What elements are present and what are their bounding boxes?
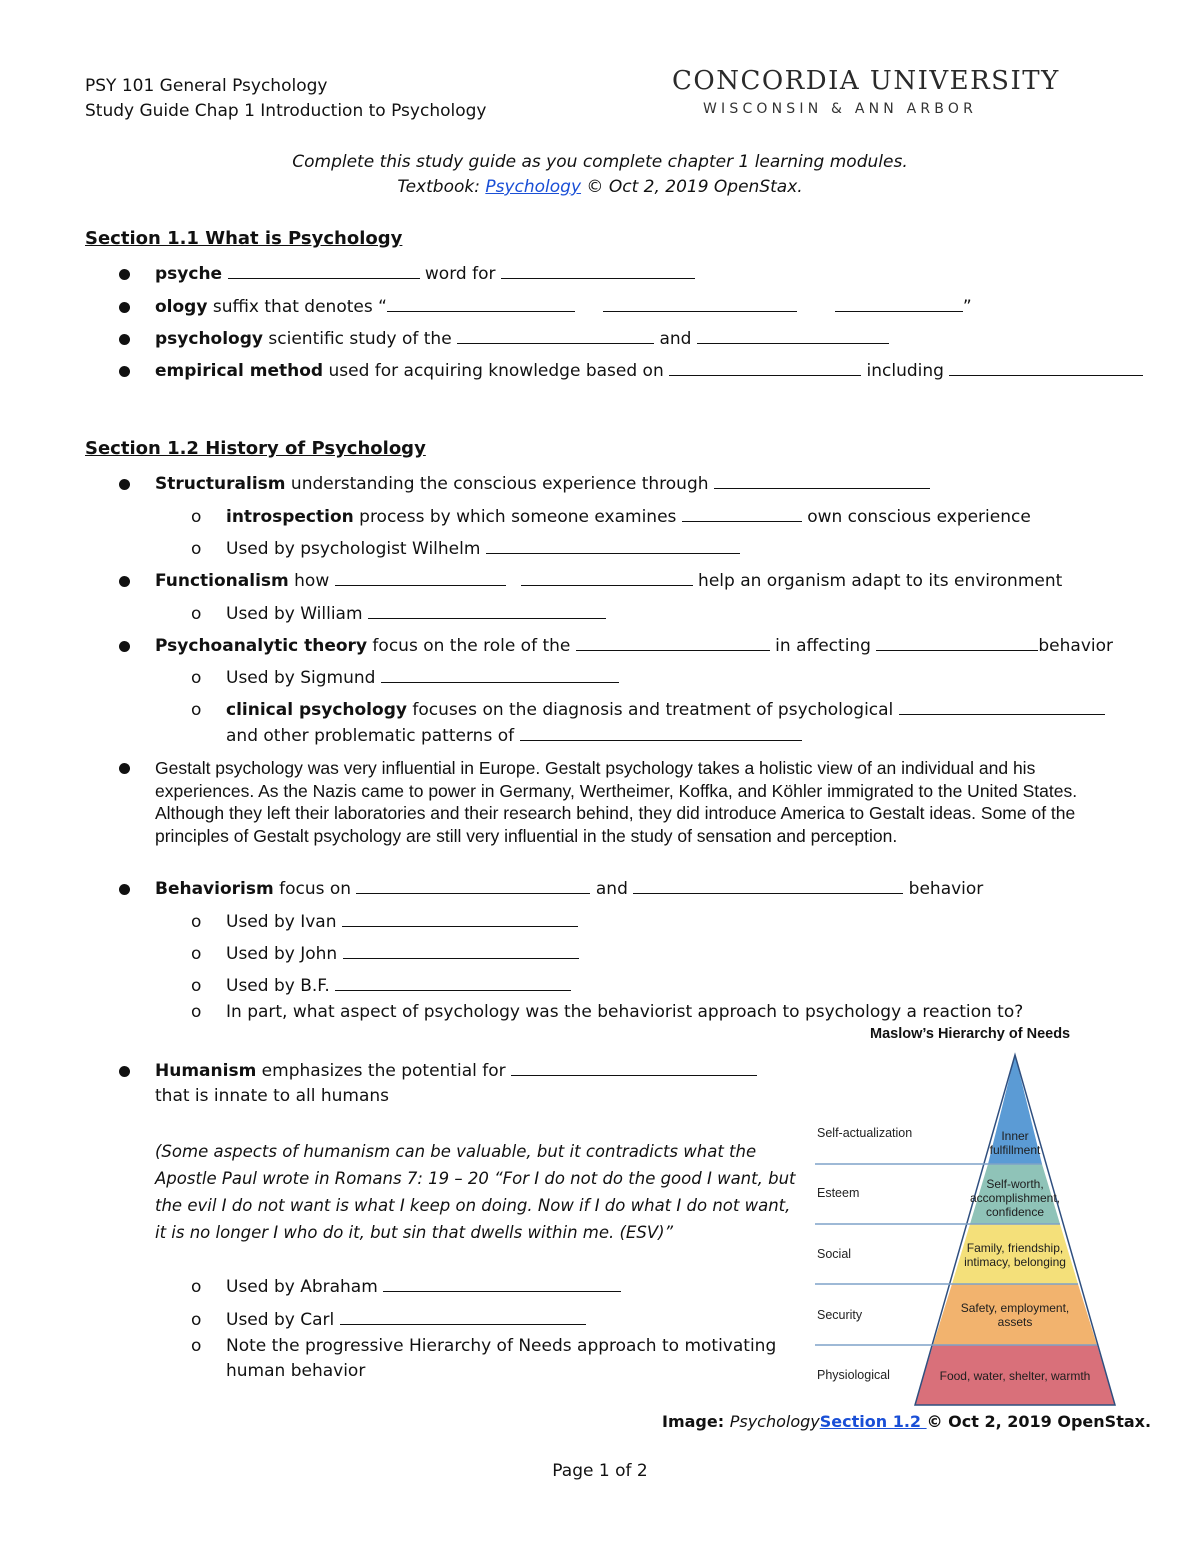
introspection-item: introspection process by which someone examines own conscious experience (226, 507, 1031, 527)
label-security: Security (817, 1308, 863, 1322)
hierarchy-note: Note the progressive Hierarchy of Needs approach to motivating (226, 1336, 777, 1356)
maslow-item: Used by Abraham (226, 1277, 621, 1297)
bullet-icon (119, 884, 130, 895)
bullet-icon (119, 641, 130, 652)
textbook-line (0, 177, 1200, 197)
bullet-icon (119, 763, 130, 774)
tier-text-esteem: Self-worth, accomplishment, confidence (969, 1177, 1061, 1219)
rogers-item: Used by Carl (226, 1310, 586, 1330)
answer-blank[interactable] (486, 539, 740, 554)
university-logo-name: CONCORDIA UNIVERSITY (672, 66, 1060, 96)
clinical-item: clinical psychology focuses on the diagnosis and treatment of psychological (226, 700, 1105, 720)
textbook-suffix: © Oct 2, 2019 OpenStax. (581, 177, 803, 197)
answer-blank[interactable] (381, 668, 619, 683)
sub-bullet-icon: o (191, 1310, 202, 1330)
answer-blank[interactable] (368, 604, 606, 619)
sub-bullet-icon: o (191, 1002, 202, 1022)
answer-blank[interactable] (356, 879, 590, 894)
sub-bullet-icon: o (191, 944, 202, 964)
skinner-item: Used by B.F. (226, 976, 571, 996)
empirical-method-item: empirical method used for acquiring knowledge based on including (155, 361, 1143, 381)
bullet-icon (119, 334, 130, 345)
ology-item: ology suffix that denotes “ ” (155, 297, 972, 317)
bullet-icon (119, 302, 130, 313)
answer-blank[interactable] (343, 944, 579, 959)
bullet-icon (119, 366, 130, 377)
university-logo-subtitle: WISCONSIN & ANN ARBOR (702, 101, 977, 117)
answer-blank[interactable] (876, 636, 1038, 651)
sub-bullet-icon: o (191, 1336, 202, 1356)
answer-blank[interactable] (697, 329, 889, 344)
sub-bullet-icon: o (191, 539, 202, 559)
answer-blank[interactable] (342, 912, 578, 927)
answer-blank[interactable] (603, 297, 797, 312)
guide-title: Study Guide Chap 1 Introduction to Psychology (85, 101, 487, 121)
answer-blank[interactable] (633, 879, 903, 894)
answer-blank[interactable] (521, 571, 693, 586)
answer-blank[interactable] (714, 474, 930, 489)
sub-bullet-icon: o (191, 912, 202, 932)
answer-blank[interactable] (835, 297, 963, 312)
answer-blank[interactable] (949, 361, 1143, 376)
answer-blank[interactable] (899, 700, 1105, 715)
sub-bullet-icon: o (191, 668, 202, 688)
humanism-item: Humanism emphasizes the potential for (155, 1061, 757, 1081)
label-physiological: Physiological (817, 1368, 890, 1382)
answer-blank[interactable] (576, 636, 770, 651)
maslow-pyramid (810, 1050, 1150, 1410)
sub-bullet-icon: o (191, 700, 202, 720)
sub-bullet-icon: o (191, 507, 202, 527)
watson-item: Used by John (226, 944, 579, 964)
page-number: Page 1 of 2 (552, 1461, 648, 1481)
label-esteem: Esteem (817, 1186, 860, 1200)
answer-blank[interactable] (669, 361, 861, 376)
tier-text-social: Family, friendship, intimacy, belonging (964, 1241, 1066, 1269)
psyche-item: psyche word for (155, 264, 695, 284)
answer-blank[interactable] (335, 571, 506, 586)
behaviorism-item: Behaviorism focus on and behavior (155, 879, 984, 899)
freud-item: Used by Sigmund (226, 668, 619, 688)
textbook-link[interactable]: Psychology (485, 177, 582, 197)
james-item: Used by William (226, 604, 606, 624)
label-self-actualization: Self-actualization (817, 1126, 913, 1140)
intro-instruction: Complete this study guide as you complete chapter 1 learning modules. (292, 152, 908, 172)
tier-text-physiological: Food, water, shelter, warmth (939, 1369, 1091, 1383)
tier-text-self-actualization: Inner fulfillment (989, 1129, 1041, 1157)
bullet-icon (119, 269, 130, 280)
pavlov-item: Used by Ivan (226, 912, 578, 932)
term: psyche (155, 264, 223, 284)
romans-quote: (Some aspects of humanism can be valuable, but it contradicts what the Apostle Paul wrote in Romans 7: 19 – 20 “For I do not do the good I want, but the evil I do not want is what I keep on doing. Now if I do what I do not want, it is no longer I who do it, but sin that dwells within me. (ESV)” (155, 1142, 796, 1242)
answer-blank[interactable] (511, 1061, 757, 1076)
humanism-line2: that is innate to all humans (155, 1086, 390, 1106)
answer-blank[interactable] (682, 507, 802, 522)
psychology-item: psychology scientific study of the and (155, 329, 889, 349)
course-title: PSY 101 General Psychology (85, 76, 328, 96)
gestalt-paragraph: Gestalt psychology was very influential in Europe. Gestalt psychology takes a holistic view of an individual and his experiences. As the Nazis came to power in Germany, Wertheimer, Koffka, and Köhler immigrated to the United States. Although they left their laboratories and their research behind, they did introduce America to Gestalt ideas. Some of the principles of Gestalt psychology are still very influential in the study of sensation and perception. (155, 758, 1078, 846)
answer-blank[interactable] (520, 726, 802, 741)
reaction-question: In part, what aspect of psychology was the behaviorist approach to psychology a reaction to? (226, 1002, 1024, 1022)
answer-blank[interactable] (340, 1310, 586, 1325)
answer-blank[interactable] (383, 1277, 621, 1292)
textbook-prefix: Textbook: (397, 177, 486, 197)
answer-blank[interactable] (335, 976, 571, 991)
section-1-2-link[interactable]: Section 1.2 (819, 1412, 927, 1431)
psychoanalytic-item: Psychoanalytic theory focus on the role of the in affecting behavior (155, 636, 1114, 656)
sub-bullet-icon: o (191, 976, 202, 996)
sub-bullet-icon: o (191, 604, 202, 624)
sub-bullet-icon: o (191, 1277, 202, 1297)
wundt-item: Used by psychologist Wilhelm (226, 539, 740, 559)
answer-blank[interactable] (387, 297, 575, 312)
answer-blank[interactable] (457, 329, 654, 344)
answer-blank[interactable] (228, 264, 420, 279)
image-caption: Image: PsychologySection 1.2 © Oct 2, 2019 OpenStax. (662, 1412, 1152, 1431)
structuralism-item: Structuralism understanding the conscious experience through (155, 474, 930, 494)
clinical-item-line2: and other problematic patterns of (226, 726, 802, 746)
bullet-icon (119, 479, 130, 490)
section-1-1-heading: Section 1.1 What is Psychology (85, 228, 403, 249)
functionalism-item: Functionalism how help an organism adapt to its environment (155, 571, 1063, 591)
bullet-icon (119, 1066, 130, 1077)
hierarchy-note-line2: human behavior (226, 1361, 366, 1381)
answer-blank[interactable] (501, 264, 695, 279)
pyramid-title: Maslow’s Hierarchy of Needs (870, 1026, 1071, 1042)
section-1-2-heading: Section 1.2 History of Psychology (85, 438, 426, 459)
bullet-icon (119, 576, 130, 587)
label-social: Social (817, 1247, 852, 1261)
tier-text-security: Safety, employment, assets (960, 1301, 1070, 1329)
